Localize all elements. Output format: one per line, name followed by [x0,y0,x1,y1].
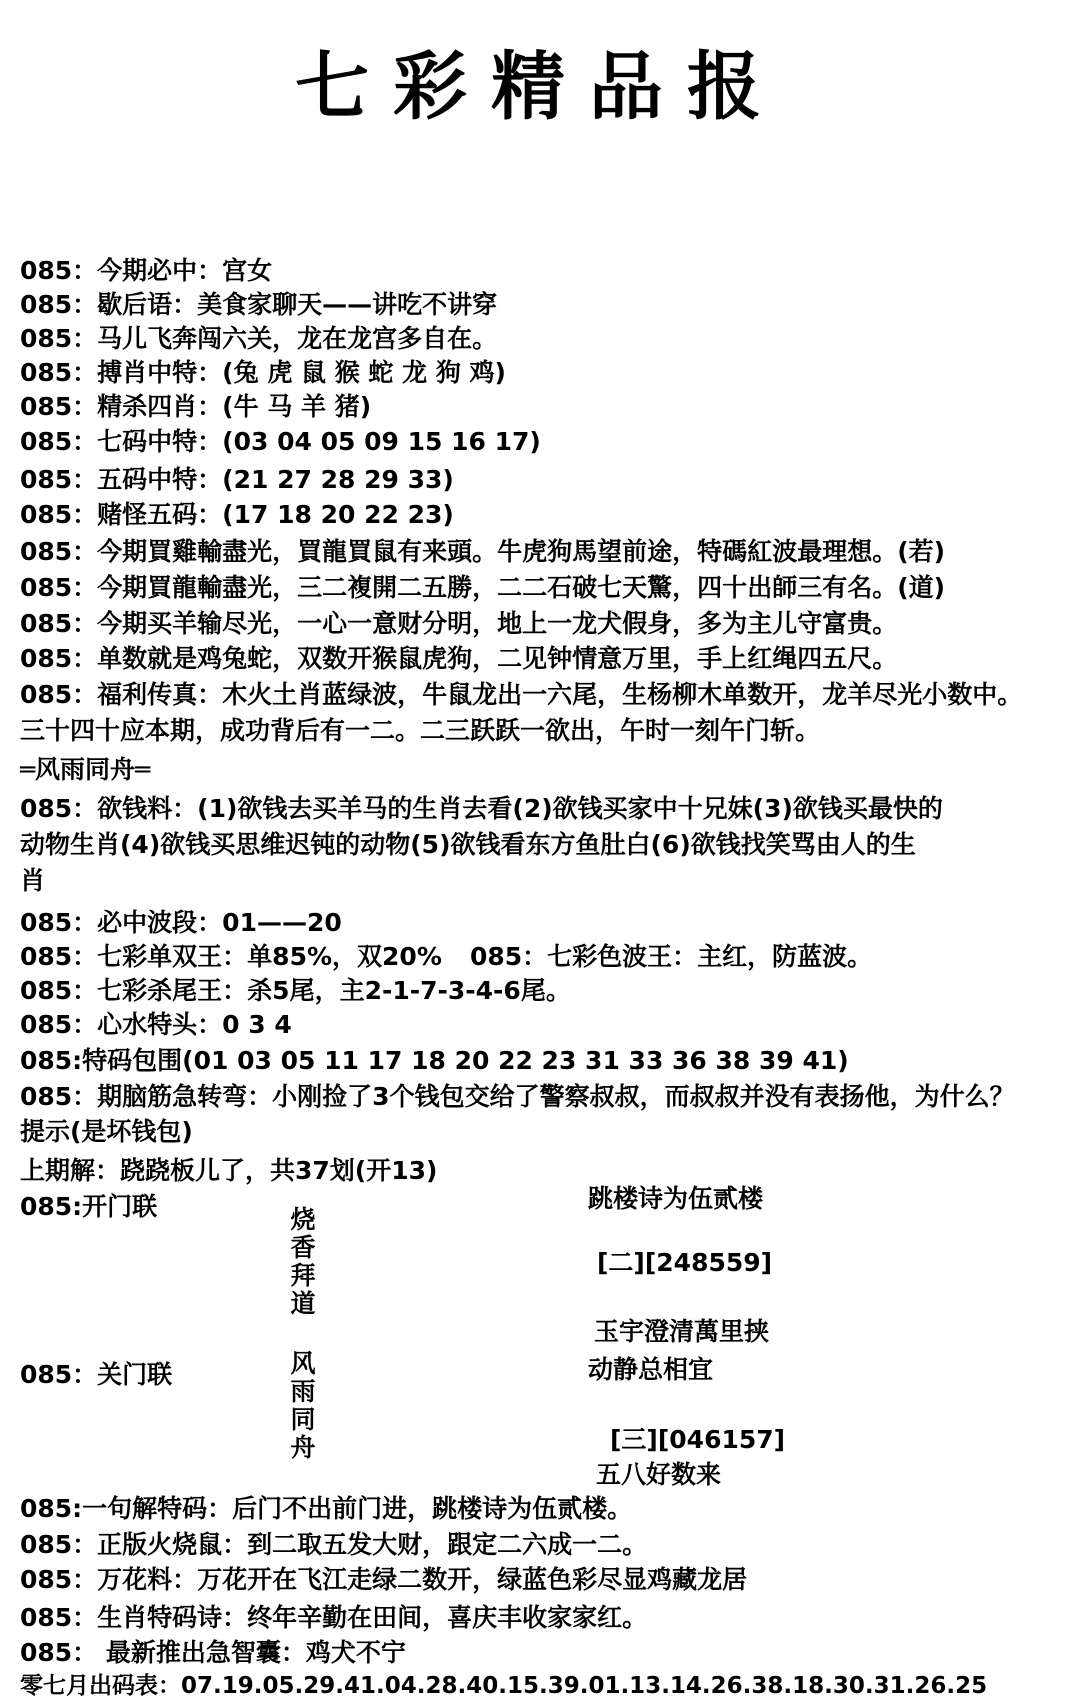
text-line: 动物生肖(4)欲钱买思维迟钝的动物(5)欲钱看东方鱼肚白(6)欲钱找笑骂由人的生 [20,830,916,859]
monthly-draw-table [20,1672,987,1700]
verse-two: 动静总相宜 [588,1355,714,1384]
text-line: 上期解：跷跷板儿了，共37划(开13) [20,1156,438,1185]
open-couplet-vertical: 烧香拜道 [290,1205,316,1318]
text-line: 085：福利传真：木火土肖蓝绿波，牛鼠龙出一六尾，生杨柳木单数开，龙羊尽光小数中。 [20,680,1023,709]
open-couplet-label: 085:开门联 [20,1192,158,1221]
text-line: 085：歇后语：美食家聊天——讲吃不讲穿 [20,290,498,319]
draw-table-values: 07.19.05.29.41.04.28.40.15.39.01.13.14.26.38.18.30.31.26.25 [181,1673,988,1699]
verse-three: 五八好数来 [596,1460,722,1489]
text-line: 085：今期買龍輸盡光，三二複開二五勝，二二石破七天驚，四十出師三有名。(道) [20,573,946,602]
draw-table-label: 零七月出码表： [20,1673,181,1699]
text-line: 085： 最新推出急智囊：鸡犬不宁 [20,1638,406,1667]
text-line: 085：赌怪五码：(17 18 20 22 23) [20,500,454,529]
text-line: 085：单数就是鸡兔蛇，双数开猴鼠虎狗，二见钟情意万里，手上红绳四五尺。 [20,644,898,673]
text-line: 085:一句解特码：后门不出前门进，跳楼诗为伍贰楼。 [20,1494,633,1523]
text-line: 085：欲钱料：(1)欲钱去买羊马的生肖去看(2)欲钱买家中十兄妹(3)欲钱买最快的 [20,794,943,823]
poem-title: 跳楼诗为伍贰楼 [588,1184,764,1213]
section-heading: ═风雨同舟═ [20,755,151,784]
text-line: 085：五码中特：(21 27 28 29 33) [20,465,454,494]
text-line: 085：搏肖中特：(兔 虎 鼠 猴 蛇 龙 狗 鸡) [20,358,506,387]
text-line: 085：期脑筋急转弯：小刚捡了3个钱包交给了警察叔叔，而叔叔并没有表扬他，为什么？ [20,1082,1015,1111]
text-line: 085：必中波段：01——20 [20,908,342,937]
color-wave-king: 085：七彩色波王：主红，防蓝波。 [470,942,873,971]
code-one: [二][248559] [597,1248,773,1277]
text-line: 085：正版火烧鼠：到二取五发大财，跟定二六成一二。 [20,1530,648,1559]
text-line: 085：今期必中：宫女 [20,256,273,285]
verse-one: 玉宇澄清萬里挟 [594,1317,770,1346]
text-line: 085：今期买羊输尽光，一心一意财分明，地上一龙犬假身，多为主儿守富贵。 [20,609,898,638]
text-line: 085：七彩单双王：单85%，双20% [20,942,442,971]
text-line: 085：生肖特码诗：终年辛勤在田间，喜庆丰收家家红。 [20,1603,648,1632]
text-line: 085：马儿飞奔闯六关，龙在龙宫多自在。 [20,324,498,353]
newspaper-title: 七彩精品报 [295,44,785,130]
text-line: 085：七彩杀尾王：杀5尾，主2-1-7-3-4-6尾。 [20,976,571,1005]
text-line: 085：心水特头：0 3 4 [20,1010,292,1039]
text-line: 三十四十应本期，成功背后有一二。二三跃跃一欲出，午时一刻午门斩。 [20,716,821,745]
text-line: 提示(是坏钱包) [20,1117,193,1146]
text-line: 085:特码包围(01 03 05 11 17 18 20 22 23 31 33 36 38 39 41) [20,1046,849,1075]
text-line: 085：精杀四肖：(牛 马 羊 猪) [20,392,372,421]
close-couplet-vertical: 风雨同舟 [290,1349,316,1462]
text-line: 肖 [20,866,46,895]
text-line: 085：万花料：万花开在飞江走绿二数开，绿蓝色彩尽显鸡藏龙居 [20,1565,748,1594]
text-line: 085：七码中特：(03 04 05 09 15 16 17) [20,427,541,456]
code-two: [三][046157] [610,1425,786,1454]
text-line: 085：今期買雞輸盡光，買龍買鼠有来頭。牛虎狗馬望前途，特碼紅波最理想。(若) [20,537,946,566]
close-couplet-label: 085：关门联 [20,1360,173,1389]
